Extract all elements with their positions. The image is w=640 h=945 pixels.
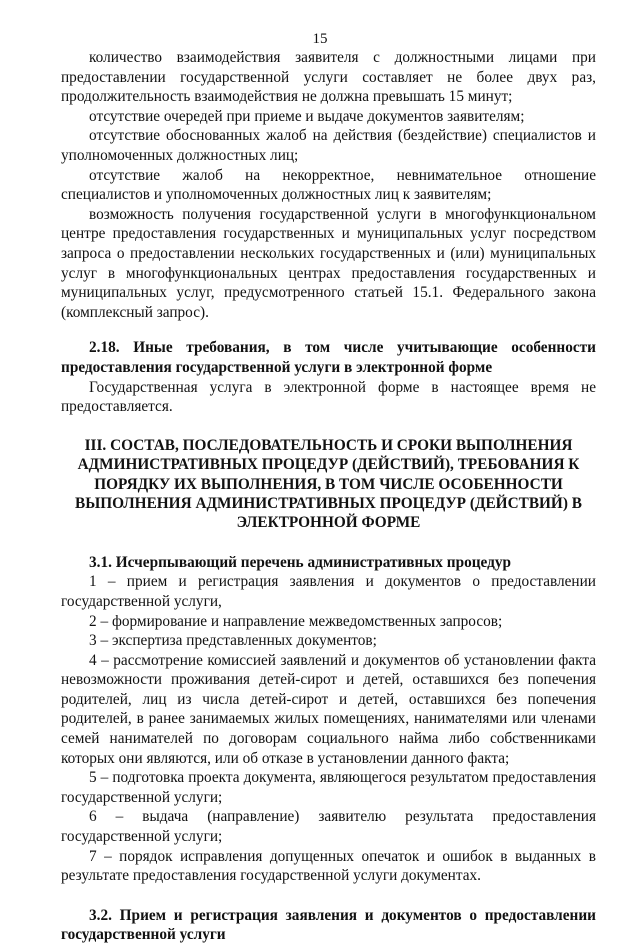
list-item: 6 – выдача (направление) заявителю результата предоставления государственной услуги; — [61, 808, 596, 846]
section-3-title-line: ЭЛЕКТРОННОЙ ФОРМЕ — [236, 514, 421, 532]
list-item: 1 – прием и регистрация заявления и документов о предоставлении государственной услуги, — [61, 573, 596, 610]
section-3-1-heading: 3.1. Исчерпывающий перечень административных процедур — [89, 553, 512, 571]
section-2-18-text: Государственная услуга в электронной форме в настоящее время не предоставляется. — [61, 378, 596, 416]
section-3-title-line: ВЫПОЛНЕНИЯ АДМИНИСТРАТИВНЫХ ПРОЦЕДУР (ДЕЙСТВИЙ) В — [75, 494, 582, 512]
list-item: 3 – экспертиза представленных документов; — [89, 632, 377, 650]
paragraph: возможность получения государственной услуги в многофункциональном центре предоставления государственных и муниципальных услуг посредством запроса о предоставлении нескольких государственных и (или) муниципальных услуг в многофункциональных центрах предоставления государственных и муниципальных услуг, предусмотренного статьей 15.1. Федерального закона (комплексный запрос). — [61, 205, 596, 321]
paragraph: отсутствие жалоб на некорректное, невнимательное отношение специалистов и уполномоченных должностных лиц к заявителям; — [61, 166, 596, 204]
section-3-2-heading: 3.2. Прием и регистрация заявления и документов о предоставлении государственной услуги — [61, 906, 596, 944]
paragraph: отсутствие очередей при приеме и выдаче документов заявителям; — [89, 107, 525, 125]
section-3-title-line: III. СОСТАВ, ПОСЛЕДОВАТЕЛЬНОСТЬ И СРОКИ ВЫПОЛНЕНИЯ — [84, 436, 573, 454]
list-item: 7 – порядок исправления допущенных опечаток и ошибок в выданных в результате предоставления государственной услуги документах. — [61, 847, 596, 885]
section-2-18-heading: 2.18. Иные требования, в том числе учитывающие особенности предоставления государственной услуги в электронной форме — [61, 339, 596, 376]
page-number: 15 — [312, 31, 328, 47]
section-3-title-line: ПОРЯДКУ ИХ ВЫПОЛНЕНИЯ, В ТОМ ЧИСЛЕ ОСОБЕННОСТИ — [94, 475, 563, 493]
section-3-title-line: АДМИНИСТРАТИВНЫХ ПРОЦЕДУР (ДЕЙСТВИЙ), ТРЕБОВАНИЯ К — [77, 456, 580, 474]
page-content — [61, 48, 596, 945]
paragraph: количество взаимодействия заявителя с должностными лицами при предоставлении государственной услуги составляет не более двух раз, продолжительность взаимодействия не должна превышать 15 минут; — [61, 49, 596, 106]
list-item: 5 – подготовка проекта документа, являющегося результатом предоставления государственной услуги; — [61, 769, 596, 806]
section-3-title — [61, 436, 596, 533]
list-item: 2 – формирование и направление межведомственных запросов; — [89, 612, 503, 630]
paragraph: отсутствие обоснованных жалоб на действия (бездействие) специалистов и уполномоченных должностных лиц; — [61, 127, 596, 164]
list-item: 4 – рассмотрение комиссией заявлений и документов об установлении факта невозможности проживания детей-сирот и детей, оставшихся без попечения родителей, лиц из числа детей-сирот и детей, оставшихся без попечения родителей, в ранее занимаемых жилых помещениях, нанимателями или членами семей нанимателей по договорам социального найма либо собственниками которых они являются, или об отказе в установлении данного факта; — [61, 651, 596, 767]
